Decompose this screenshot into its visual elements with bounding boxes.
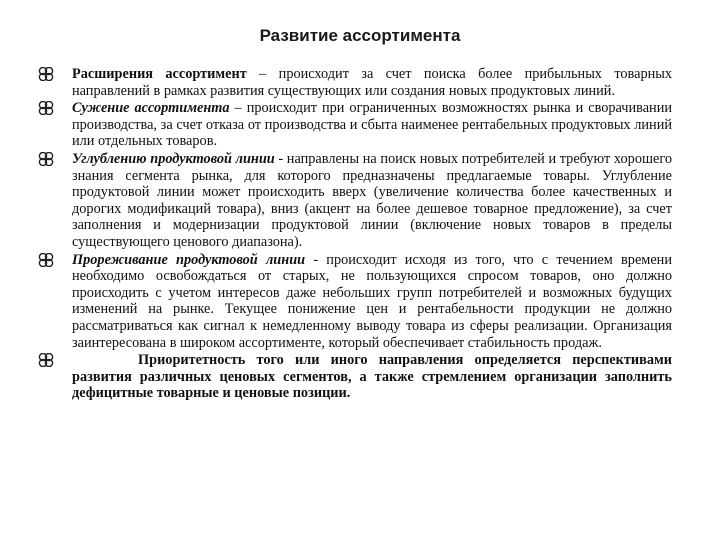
diamond-bullet-icon bbox=[38, 101, 54, 115]
item-term: Прореживание продуктовой линии bbox=[72, 251, 306, 268]
item-text: – происходит за счет поиска более прибыльных товарных направлений в рамках развития существующих или создания новых продуктовых линий. bbox=[72, 66, 672, 99]
item-text: – происходит при ограниченных возможностях рынка и сворачивании производства, за счет отказа от производства и сбыта наименее рентабельных продуктовых линий или отдельных товаров. bbox=[72, 100, 672, 150]
bullet-list bbox=[38, 66, 672, 403]
diamond-bullet-icon bbox=[38, 152, 54, 166]
diamond-bullet-icon bbox=[38, 253, 54, 267]
item-text: Приоритетность того или иного направления определяется перспективами развития различных ценовых сегментов, а также стремлением организации заполнить дефицитные товарные и ценовые позиции. bbox=[72, 352, 672, 402]
list-item bbox=[38, 66, 672, 99]
list-item bbox=[38, 100, 672, 150]
item-text: - происходит исходя из того, что с течением времени необходимо освобождаться от старых, не пользующихся спросом товаров, оно должно происходить с учетом интересов даже небольших групп потребителей и возможных будущих изменений на рынке. Текущее понижение цен и рентабельности продукции не должно рассматриваться как сигнал к немедленному выводу товара из сферы реализации. Организация заинтересована в широком ассортименте, который обеспечивает стабильность продаж. bbox=[72, 251, 672, 351]
diamond-bullet-icon bbox=[38, 353, 54, 367]
item-term: Расширения ассортимент bbox=[72, 66, 247, 82]
list-item bbox=[38, 252, 672, 352]
item-term: Сужение ассортимента bbox=[72, 100, 230, 117]
item-term: Углублению продуктовой линии bbox=[72, 150, 275, 167]
diamond-bullet-icon bbox=[38, 67, 54, 81]
list-item bbox=[38, 352, 672, 402]
item-text: - направлены на поиск новых потребителей и требуют хорошего знания сегмента рынка, для которого предназначены предлагаемые товары. Углубление продуктовой линии может происходить вверх (увеличение количества более качественных и дорогих модификаций товара), вниз (акцент на более дешевое товарное предложение), за счет заполнения и модернизации продуктовой линии (включение новых товаров в пределы существующего ценового диапазона). bbox=[72, 150, 672, 250]
slide-title: Развитие ассортимента bbox=[259, 26, 461, 45]
list-item bbox=[38, 151, 672, 251]
